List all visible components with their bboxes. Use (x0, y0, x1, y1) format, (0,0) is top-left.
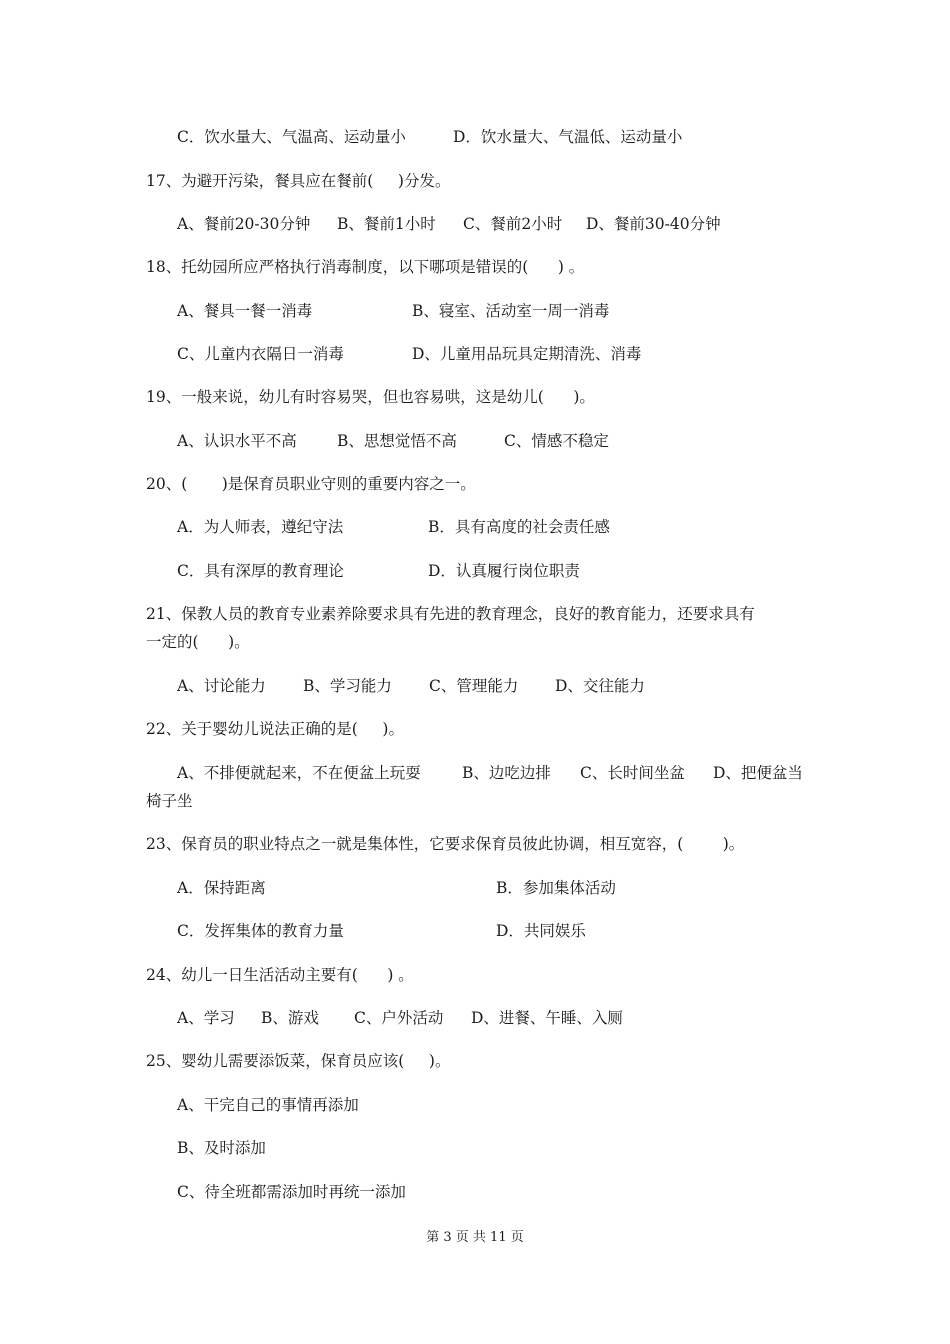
question-24-option-d: D、进餐、午睡、入厕 (471, 1009, 623, 1027)
question-23-option-c: C．发挥集体的教育力量 (177, 922, 344, 940)
question-21-option-a: A、讨论能力 (177, 677, 266, 695)
question-25-option-c: C、待全班都需添加时再统一添加 (177, 1183, 406, 1201)
question-22-option-a: A、不排便就起来，不在便盆上玩耍 (177, 764, 421, 782)
question-22-stem: 22、关于婴幼儿说法正确的是( )。 (146, 720, 404, 738)
question-23-stem: 23、保育员的职业特点之一就是集体性，它要求保育员彼此协调，相互宽容，( )。 (146, 835, 745, 853)
question-19-option-b: B、思想觉悟不高 (337, 432, 457, 450)
question-22-option-d-wrap: 椅子坐 (146, 792, 193, 810)
question-18-option-c: C、儿童内衣隔日一消毒 (177, 345, 344, 363)
question-20-option-d: D．认真履行岗位职责 (428, 562, 580, 580)
question-23-option-d: D．共同娱乐 (496, 922, 586, 940)
question-20-option-a: A．为人师表，遵纪守法 (177, 518, 344, 536)
question-22-option-d: D、把便盆当 (713, 764, 803, 782)
option-c: C．饮水量大、气温高、运动量小 (177, 128, 406, 146)
question-21-stem-line2: 一定的( )。 (146, 633, 250, 651)
question-18-option-b: B、寝室、活动室一周一消毒 (412, 302, 610, 320)
question-19-stem: 19、一般来说，幼儿有时容易哭，但也容易哄，这是幼儿( )。 (146, 388, 595, 406)
question-19-option-a: A、认识水平不高 (177, 432, 297, 450)
question-18-option-a: A、餐具一餐一消毒 (177, 302, 313, 320)
question-25-option-b: B、及时添加 (177, 1139, 266, 1157)
question-23-option-b: B．参加集体活动 (496, 879, 616, 897)
question-21-stem-line1: 21、保教人员的教育专业素养除要求具有先进的教育理念，良好的教育能力，还要求具有 (146, 605, 755, 623)
question-17-option-d: D、餐前30-40分钟 (586, 215, 721, 233)
question-24-option-c: C、户外活动 (354, 1009, 444, 1027)
question-21-option-d: D、交往能力 (555, 677, 645, 695)
question-21-option-b: B、学习能力 (303, 677, 392, 695)
question-18-stem: 18、托幼园所应严格执行消毒制度，以下哪项是错误的( ) 。 (146, 258, 585, 276)
question-24-option-b: B、游戏 (261, 1009, 319, 1027)
question-23-option-a: A．保持距离 (177, 879, 266, 897)
question-21-option-c: C、管理能力 (429, 677, 519, 695)
question-18-option-d: D、儿童用品玩具定期清洗、消毒 (412, 345, 642, 363)
question-17-option-a: A、餐前20-30分钟 (177, 215, 311, 233)
question-19-option-c: C、情感不稳定 (504, 432, 609, 450)
question-22-option-b: B、边吃边排 (462, 764, 551, 782)
question-20-option-b: B．具有高度的社会责任感 (428, 518, 610, 536)
page-number: 第 3 页 共 11 页 (426, 1230, 524, 1245)
question-24-option-a: A、学习 (177, 1009, 235, 1027)
question-17-option-b: B、餐前1小时 (337, 215, 436, 233)
question-22-option-c: C、长时间坐盆 (580, 764, 685, 782)
option-d: D．饮水量大、气温低、运动量小 (453, 128, 683, 146)
question-20-option-c: C．具有深厚的教育理论 (177, 562, 344, 580)
question-25-stem: 25、婴幼儿需要添饭菜，保育员应该( )。 (146, 1052, 451, 1070)
question-24-stem: 24、幼儿一日生活活动主要有( ) 。 (146, 966, 414, 984)
question-17-stem: 17、为避开污染，餐具应在餐前( )分发。 (146, 172, 451, 190)
question-17-option-c: C、餐前2小时 (463, 215, 563, 233)
question-20-stem: 20、( )是保育员职业守则的重要内容之一。 (146, 475, 476, 493)
question-25-option-a: A、干完自己的事情再添加 (177, 1096, 359, 1114)
